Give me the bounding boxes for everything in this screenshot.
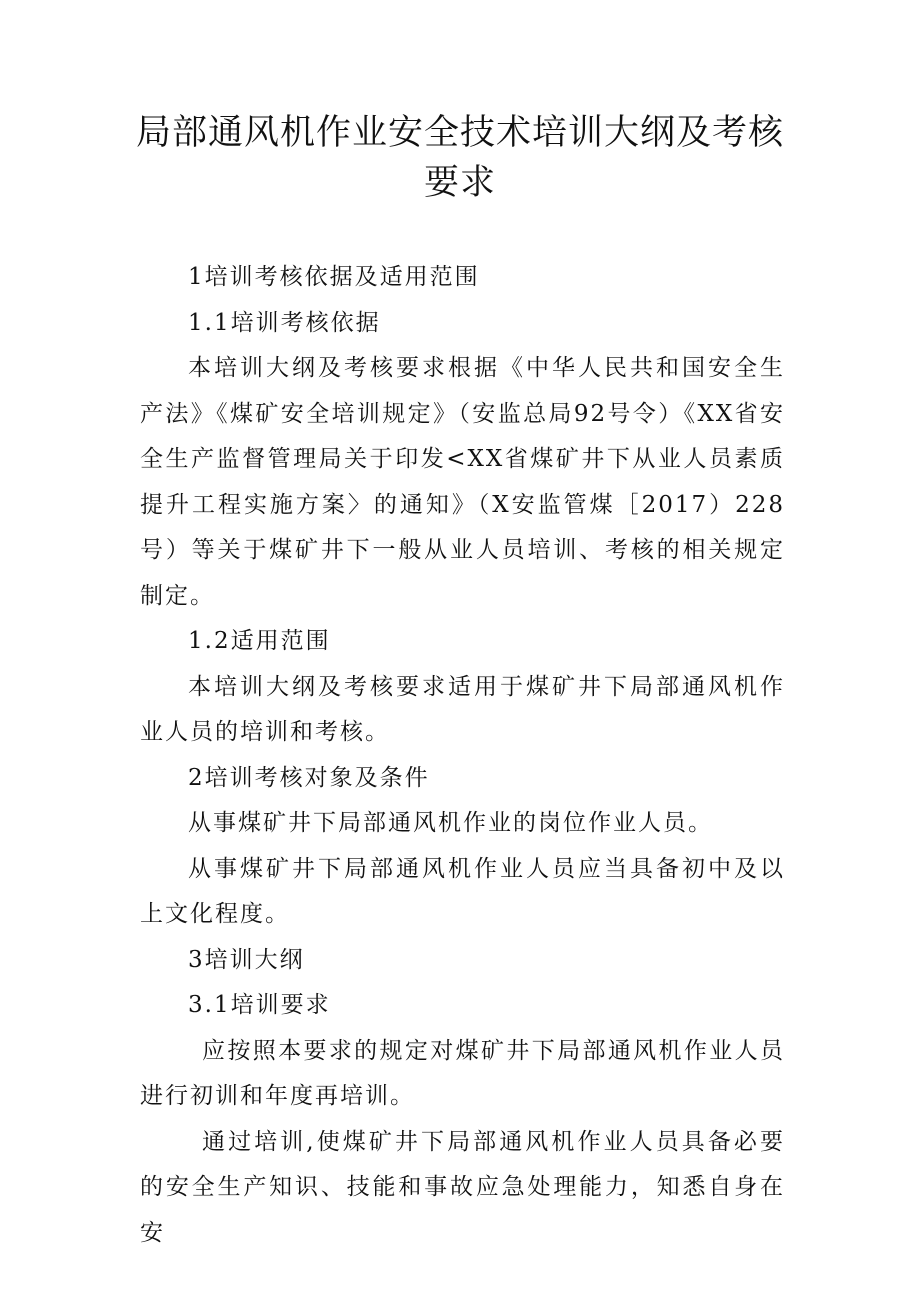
paragraph-target: 从事煤矿井下局部通风机作业的岗位作业人员。 bbox=[188, 810, 713, 836]
paragraph-basis: 本培训大纲及考核要求根据《中华人民共和国安全生产法》《煤矿安全培训规定》（安监总局92号令）《XX省安全生产监督管理局关于印发<XX省煤矿井下从业人员素质提升工程实施方案〉的通知》（X安监管煤［2017）228号）等关于煤矿井下一般从业人员培训、考核的相关规定制定。 bbox=[140, 355, 785, 609]
document-title bbox=[100, 108, 820, 208]
section-heading-2: 2培训考核对象及条件 bbox=[188, 764, 430, 791]
document-title-line-2: 要求 bbox=[423, 163, 496, 203]
subsection-heading-1-1: 1.1培训考核依据 bbox=[188, 309, 381, 336]
paragraph-training-goal: 通过培训,使煤矿井下局部通风机作业人员具备必要的安全生产知识、技能和事故应急处理能力，知悉自身在安 bbox=[140, 1128, 785, 1246]
paragraph-scope: 本培训大纲及考核要求适用于煤矿井下局部通风机作业人员的培训和考核。 bbox=[140, 673, 785, 745]
subsection-heading-1-2: 1.2适用范围 bbox=[188, 628, 331, 654]
section-heading-1: 1培训考核依据及适用范围 bbox=[188, 264, 480, 290]
subsection-heading-3-1: 3.1培训要求 bbox=[188, 992, 331, 1018]
section-heading-3: 3培训大纲 bbox=[188, 946, 305, 973]
document-title-line-1: 局部通风机作业安全技术培训大纲及考核 bbox=[135, 113, 784, 153]
paragraph-training-requirement: 应按照本要求的规定对煤矿井下局部通风机作业人员进行初训和年度再培训。 bbox=[140, 1037, 785, 1109]
paragraph-condition: 从事煤矿井下局部通风机作业人员应当具备初中及以上文化程度。 bbox=[140, 855, 785, 927]
document-body bbox=[140, 255, 785, 1256]
